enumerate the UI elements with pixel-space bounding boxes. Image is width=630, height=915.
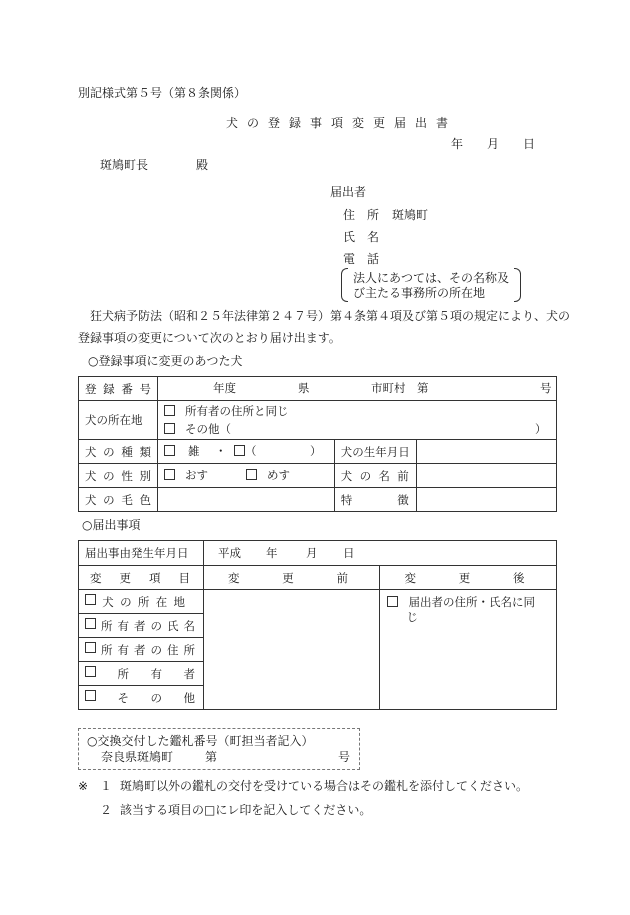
dog-info-table: [78, 376, 557, 512]
applicant-phone-label: 電 話: [343, 252, 380, 266]
header-row: 変 更 項 目 変 更 前 変 更 後: [79, 566, 557, 590]
checkbox-item-other[interactable]: [85, 690, 96, 701]
after-note: 届出者の住所・氏名に同: [408, 595, 535, 609]
tag-issuer: 奈良県斑鳩町: [101, 750, 174, 764]
event-day: 日: [342, 546, 355, 560]
coat-value[interactable]: [158, 488, 335, 512]
tag-no-suffix: 号: [338, 750, 351, 764]
coat-row: 犬 の 毛 色 特 徴: [79, 488, 557, 512]
location-opt2: その他（: [185, 422, 231, 436]
date-day-label: 日: [523, 137, 536, 151]
note2-text: 該当する項目の□にレ印を記入してください。: [120, 803, 372, 817]
checkbox-after-same[interactable]: [387, 596, 398, 607]
applicant-address-label: 住 所: [343, 208, 380, 222]
form-title: 犬の登録事項変更届出書: [226, 116, 458, 130]
checkbox-female[interactable]: [246, 469, 257, 480]
item-row-owner-name: 所 有 者 の 氏 名: [79, 614, 557, 638]
checkbox-same-as-owner[interactable]: [164, 405, 175, 416]
section1-heading: ○登録事項に変更のあつた犬: [88, 354, 243, 368]
applicant-name-label: 氏 名: [343, 230, 380, 244]
location-close: ）: [535, 422, 547, 436]
features-value[interactable]: [416, 488, 556, 512]
sex-male: おす: [185, 468, 208, 482]
corporate-note: [341, 268, 521, 302]
checkbox-item-owner[interactable]: [85, 666, 96, 677]
date-year-label: 年: [451, 137, 464, 151]
location-label: 犬の所在地: [85, 413, 143, 427]
tag-heading: ○交換交付した鑑札番号（町担当者記入）: [87, 734, 314, 748]
applicant-heading: 届出者: [330, 185, 367, 199]
date-month-label: 月: [487, 137, 500, 151]
reg-no: 号: [540, 381, 552, 395]
checkbox-breed-other[interactable]: [234, 445, 245, 456]
form-id: 別記様式第５号（第８条関係）: [78, 86, 247, 100]
change-table: [78, 540, 557, 710]
body-text-line2: 登録事項の変更について次のとおり届け出ます。: [78, 331, 341, 345]
item-row-location: 犬 の 所 在 地 届出者の住所・氏名に同 じ: [79, 590, 557, 614]
tag-no-prefix: 第: [205, 750, 218, 764]
right-brace: [514, 268, 521, 302]
checkbox-item-location[interactable]: [85, 594, 96, 605]
checkbox-location-other[interactable]: [164, 423, 175, 434]
checkbox-item-owner-address[interactable]: [85, 642, 96, 653]
after-value[interactable]: [380, 590, 557, 710]
section2-heading: ○届出事項: [82, 518, 141, 532]
event-date-label: 届出事由発生年月日: [85, 546, 189, 560]
breed-open: （: [245, 444, 257, 458]
corporate-note-line2: び主たる事務所の所在地: [353, 286, 486, 300]
item-row-owner: 所 有 者: [79, 662, 557, 686]
birth-value[interactable]: [416, 440, 556, 464]
body-text-line1: 狂犬病予防法（昭和２５年法律第２４７号）第４条第４項及び第５項の規定により、犬の: [90, 309, 571, 323]
note1-number: １: [100, 779, 113, 793]
checkbox-item-owner-name[interactable]: [85, 618, 96, 629]
corporate-note-line1: 法人にあつては、その名称及: [353, 271, 510, 285]
notes-mark: ※: [78, 779, 89, 793]
checkbox-male[interactable]: [164, 469, 175, 480]
event-month: 月: [305, 546, 318, 560]
breed-mixed: 雑: [188, 444, 200, 458]
item-row-owner-address: 所 有 者 の 住 所: [79, 638, 557, 662]
item-row-other: そ の 他: [79, 686, 557, 710]
addressee-name: 斑鳩町長: [100, 158, 149, 172]
event-year: 年: [265, 546, 278, 560]
event-date-row: [79, 541, 557, 566]
before-value[interactable]: [203, 590, 380, 710]
checkbox-mixed[interactable]: [164, 445, 175, 456]
location-opt1: 所有者の住所と同じ: [185, 404, 289, 418]
birth-label: 犬の生年月日: [340, 444, 410, 459]
applicant-address-value: 斑鳩町: [392, 208, 429, 222]
reg-year: 年度: [213, 381, 236, 395]
event-era: 平成: [217, 546, 241, 560]
after-note-line2: じ: [406, 610, 418, 624]
breed-row: 犬 の 種 類 雑 ・ （ ） 犬の生年月日: [79, 440, 557, 464]
left-brace: [341, 268, 348, 302]
registration-row: 登 録 番 号 年度 県 市町村 第 号: [79, 377, 557, 401]
location-row: [79, 401, 557, 440]
note2-number: ２: [100, 803, 113, 817]
breed-close: ）: [310, 444, 322, 458]
addressee-honorific: 殿: [196, 158, 209, 172]
breed-dot: ・: [215, 444, 227, 458]
note1-text: 斑鳩町以外の鑑札の交付を受けている場合はその鑑札を添付してください。: [120, 779, 529, 793]
tag-number-box: [78, 728, 360, 770]
sex-female: めす: [267, 468, 290, 482]
reg-pref: 県: [298, 381, 310, 395]
reg-city: 市町村 第: [371, 381, 429, 395]
sex-row: 犬 の 性 別 おす めす 犬 の 名 前: [79, 464, 557, 488]
dogname-value[interactable]: [416, 464, 556, 488]
